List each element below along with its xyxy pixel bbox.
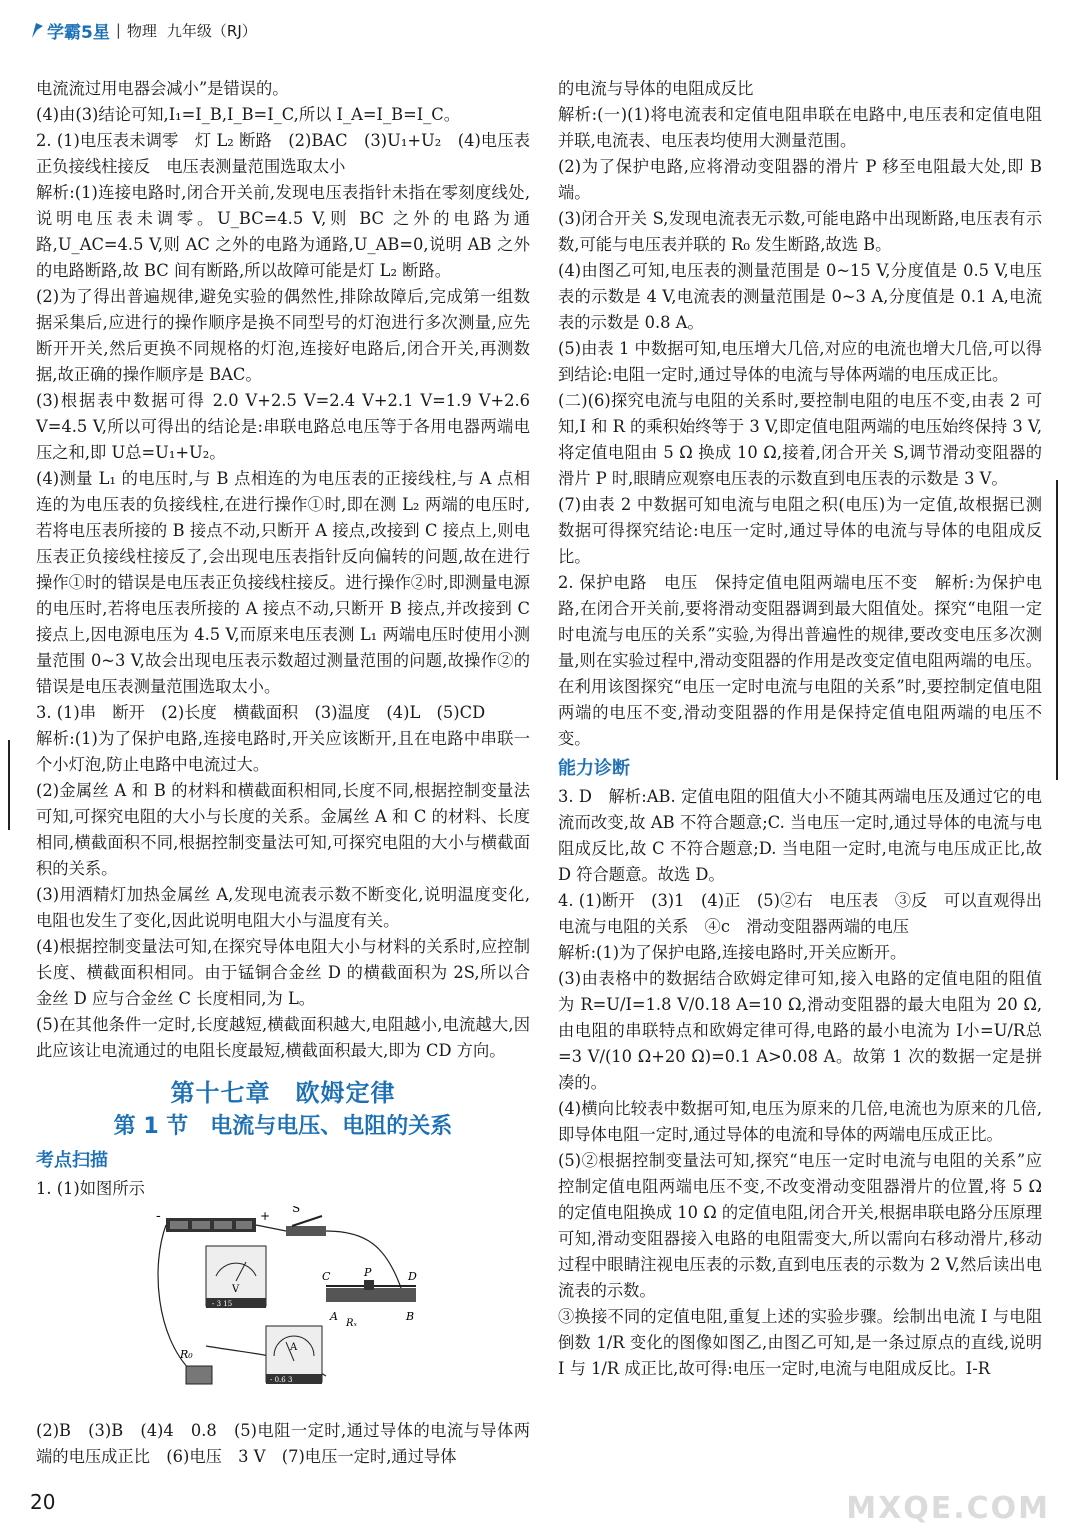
- right-column: [558, 76, 1042, 1382]
- paragraph: (4)由图乙可知,电压表的测量范围是 0~15 V,分度值是 0.5 V,电压表的示数是 4 V,电流表的测量范围是 0~3 A,分度值是 0.1 A,电流表的示数是 0.8 A。: [558, 261, 1042, 332]
- paragraph: 4. (1)断开 (3)1 (4)正 (5)②右 电压表 ③反 可以直观得出电流与电阻的关系 ④c 滑动变阻器两端的电压: [558, 891, 1042, 936]
- brand-logo: [30, 18, 110, 43]
- voltmeter: [206, 1246, 266, 1308]
- paragraph: 解析:(1)为了保护电路,连接电路时,开关应该断开,且在电路中串联一个小灯泡,防止电路中电流过大。: [36, 729, 530, 774]
- paragraph: 2. (1)电压表未调零 灯 L₂ 断路 (2)BAC (3)U₁+U₂ (4)电压表正负接线柱接反 电压表测量范围选取太小: [36, 131, 530, 176]
- header-separator: |: [115, 21, 121, 39]
- paragraph: 的电流与导体的电阻成反比: [558, 79, 754, 98]
- label-p: P: [364, 1266, 372, 1279]
- switch-label: S: [292, 1206, 301, 1215]
- paragraph: (2)B (3)B (4)4 0.8 (5)电阻一定时,通过导体的电流与导体两端的电压成正比 (6)电压 3 V (7)电压一定时,通过导体: [36, 1421, 530, 1466]
- label-c: C: [322, 1270, 331, 1283]
- section-title: 第 1 节 电流与电压、电阻的关系: [113, 1114, 453, 1139]
- circuit-figure: [146, 1206, 446, 1406]
- brand-name: 学霸5星: [47, 22, 110, 43]
- label-a: A: [330, 1310, 338, 1323]
- paragraph: 3. D 解析:AB. 定值电阻的阻值大小不随其两端电压及通过它的电流而改变,故 AB 不符合题意;C. 当电压一定时,通过导体的电流与电阻成反比,故 C 不符合题意;D. 当电阻一定时,电流与电压成正比,故 D 符合题意。故选 D。: [558, 787, 1042, 884]
- label-r0: R₀: [180, 1348, 193, 1361]
- paragraph: (3)由表格中的数据结合欧姆定律可知,接入电路的定值电阻的阻值为 R=U/I=1.8 V/0.18 A=10 Ω,滑动变阻器的最大电阻为 20 Ω,由电阻的串联特点和欧姆定律可得,电路的最小电流为 I小=U/R总=3 V/(10 Ω+20 Ω)=0.1 A>0.08 A。故第 1 次的数据一定是拼凑的。: [558, 969, 1042, 1092]
- paragraph: (3)用酒精灯加热金属丝 A,发现电流表示数不断变化,说明温度变化,电阻也发生了变化,因此说明电阻大小与温度有关。: [36, 885, 530, 930]
- subhead-nengli: 能力诊断: [558, 758, 630, 779]
- margin-rule-right: [1056, 480, 1058, 780]
- page-number: 20: [30, 1490, 56, 1514]
- paragraph: (3)闭合开关 S,发现电流表无示数,可能电路中出现断路,电压表有示数,可能与电压表并联的 R₀ 发生断路,故选 B。: [558, 209, 1042, 254]
- label-rx: Rₓ: [346, 1318, 358, 1329]
- paragraph: (4)根据控制变量法可知,在探究导体电阻大小与材料的关系时,应控制长度、横截面积相同。由于锰铜合金丝 D 的横截面积为 2S,所以合金丝 D 应与合金丝 C 长度相同,为 L。: [36, 937, 530, 1008]
- flag-icon: [30, 21, 44, 39]
- paragraph: (7)由表 2 中数据可知电流与电阻之积(电压)为一定值,故根据已测数据可得探究结论:电压一定时,通过导体的电流与导体的电阻成反比。: [558, 495, 1042, 566]
- ammeter-scale: - 0.6 3: [270, 1376, 293, 1384]
- paragraph: (2)金属丝 A 和 B 的材料和横截面积相同,长度不同,根据控制变量法可知,可探究电阻的大小与长度的关系。金属丝 A 和 C 的材料、长度相同,横截面积不同,根据控制变量法可知,可探究电阻的大小与横截面积的关系。: [36, 781, 530, 878]
- resistor-r0: [186, 1366, 212, 1384]
- margin-rule-left: [8, 740, 10, 830]
- ammeter-label: A: [290, 1342, 298, 1353]
- battery-plus: +: [260, 1209, 271, 1223]
- header-subject: 物理: [126, 21, 157, 40]
- paragraph: (5)在其他条件一定时,长度越短,横截面积越大,电阻越小,电流越大,因此应该让电流通过的电阻长度最短,横截面积最大,即为 CD 方向。: [36, 1015, 530, 1060]
- paragraph: (5)由表 1 中数据可知,电压增大几倍,对应的电流也增大几倍,可以得到结论:电阻一定时,通过导体的电流与导体两端的电压成正比。: [558, 339, 1042, 384]
- watermark: MXQE.COM: [846, 1491, 1050, 1526]
- voltmeter-label: V: [232, 1284, 240, 1295]
- paragraph: ③换接不同的定值电阻,重复上述的实验步骤。绘制出电流 I 与电阻倒数 1/R 变化的图像如图乙,由图乙可知,是一条过原点的直线,说明 I 与 1/R 成正比,故可得:电压一定时,电流与电阻成反比。I-R: [558, 1307, 1042, 1378]
- voltmeter-scale: - 3 15: [212, 1300, 233, 1308]
- paragraph: 解析:(1)连接电路时,闭合开关前,发现电压表指针未指在零刻度线处,说明电压表未调零。U_BC=4.5 V,则 BC 之外的电路为通路,U_AC=4.5 V,则 AC 之外的电路为通路,U_AB=0,说明 AB 之外的电路断路,故 BC 间有断路,所以故障可能是灯 L₂ 断路。: [36, 183, 530, 280]
- paragraph: 解析:(1)为了保护电路,连接电路时,开关应断开。: [558, 943, 907, 962]
- left-column: [36, 76, 530, 1470]
- subhead-kaodian: 考点扫描: [36, 1150, 108, 1171]
- paragraph: 解析:(一)(1)将电流表和定值电阻串联在电路中,电压表和定值电阻并联,电流表、电压表均使用大测量范围。: [558, 105, 1042, 150]
- paragraph: 2. 保护电路 电压 保持定值电阻两端电压不变 解析:为保护电路,在闭合开关前,要将滑动变阻器调到最大阻值处。探究“电阻一定时电流与电压的关系”实验,为得出普遍性的规律,要改变电压多次测量,则在实验过程中,滑动变阻器的作用是改变定值电阻两端的电压。在利用该图探究“电压一定时电流与电阻的关系”时,要控制定值电阻两端的电压不变,滑动变阻器的作用是保持定值电阻两端的电压不变。: [558, 573, 1042, 748]
- label-d: D: [408, 1270, 417, 1283]
- paragraph: 1. (1)如图所示: [36, 1179, 145, 1198]
- paragraph: (3)根据表中数据可得 2.0 V+2.5 V=2.4 V+2.1 V=1.9 V+2.6 V=4.5 V,所以可得出的结论是:串联电路总电压等于各用电器两端电压之和,即 U总=U₁+U₂。: [36, 391, 530, 462]
- header-grade: 九年级（RJ）: [166, 21, 257, 40]
- paragraph: 电流流过用电器会减小”是错误的。: [36, 79, 289, 98]
- switch: [286, 1216, 326, 1236]
- paragraph: 3. (1)串 断开 (2)长度 横截面积 (3)温度 (4)L (5)CD: [36, 703, 486, 722]
- paragraph: (2)为了得出普遍规律,避免实验的偶然性,排除故障后,完成第一组数据采集后,应进行的操作顺序是换不同型号的灯泡进行多次测量,应先断开开关,然后更换不同规格的灯泡,连接好电路后,闭合开关,再测数据,故正确的操作顺序是 BAC。: [36, 287, 530, 384]
- paragraph: (4)横向比较表中数据可知,电压为原来的几倍,电流也为原来的几倍,即导体电阻一定时,通过导体的电流和导体的两端电压成正比。: [558, 1099, 1042, 1144]
- paragraph: (4)由(3)结论可知,I₁=I_B,I_B=I_C,所以 I_A=I_B=I_C。: [36, 105, 461, 124]
- label-b: B: [406, 1310, 415, 1323]
- rheostat: [326, 1280, 416, 1302]
- paragraph: (4)测量 L₁ 的电压时,与 B 点相连的为电压表的正接线柱,与 A 点相连的为电压表的负接线柱,在进行操作①时,即在测 L₂ 两端的电压时,若将电压表所接的 B 接点不动,只断开 A 接点,改接到 C 接点上,则电压表正负接线柱接反了,会出现电压表指针反向偏转的问题,故在进行操作①时的错误是电压表正负接线柱接反。进行操作②时,即测量电源的电压时,若将电压表所接的 A 接点不动,只断开 B 接点,并改接到 C 接点上,因电源电压为 4.5 V,而原来电压表测 L₁ 两端电压时使用小测量范围 0~3 V,故会出现电压表示数超过测量范围的问题,故操作②的错误是电压表测量范围选取太小。: [36, 469, 530, 696]
- paragraph: (2)为了保护电路,应将滑动变阻器的滑片 P 移至电阻最大处,即 B 端。: [558, 157, 1042, 202]
- battery-minus: -: [156, 1208, 161, 1224]
- chapter-title: 第十七章 欧姆定律: [170, 1079, 396, 1107]
- battery: [166, 1218, 256, 1232]
- paragraph: (5)②根据控制变量法可知,探究“电压一定时电流与电阻的关系”应控制定值电阻两端电压不变,不改变滑动变阻器滑片的位置,将 5 Ω 的定值电阻换成 10 Ω 的定值电阻,闭合开关,根据串联电路分压原理可知,滑动变阻器接入电路的电阻需变大,所以需向右移动滑片,移动过程中眼睛注视电压表的示数,直到电压表的示数为 2 V,然后读出电流表的示数。: [558, 1151, 1042, 1300]
- paragraph: (二)(6)探究电流与电阻的关系时,要控制电阻的电压不变,由表 2 可知,I 和 R 的乘积始终等于 3 V,即定值电阻两端的电压始终保持 3 V,将定值电阻由 5 Ω 换成 10 Ω,接着,闭合开关 S,调节滑动变阻器的滑片 P 时,眼睛应观察电压表的示数直到电压表的示数是 3 V。: [558, 391, 1042, 488]
- page-header: [30, 14, 257, 46]
